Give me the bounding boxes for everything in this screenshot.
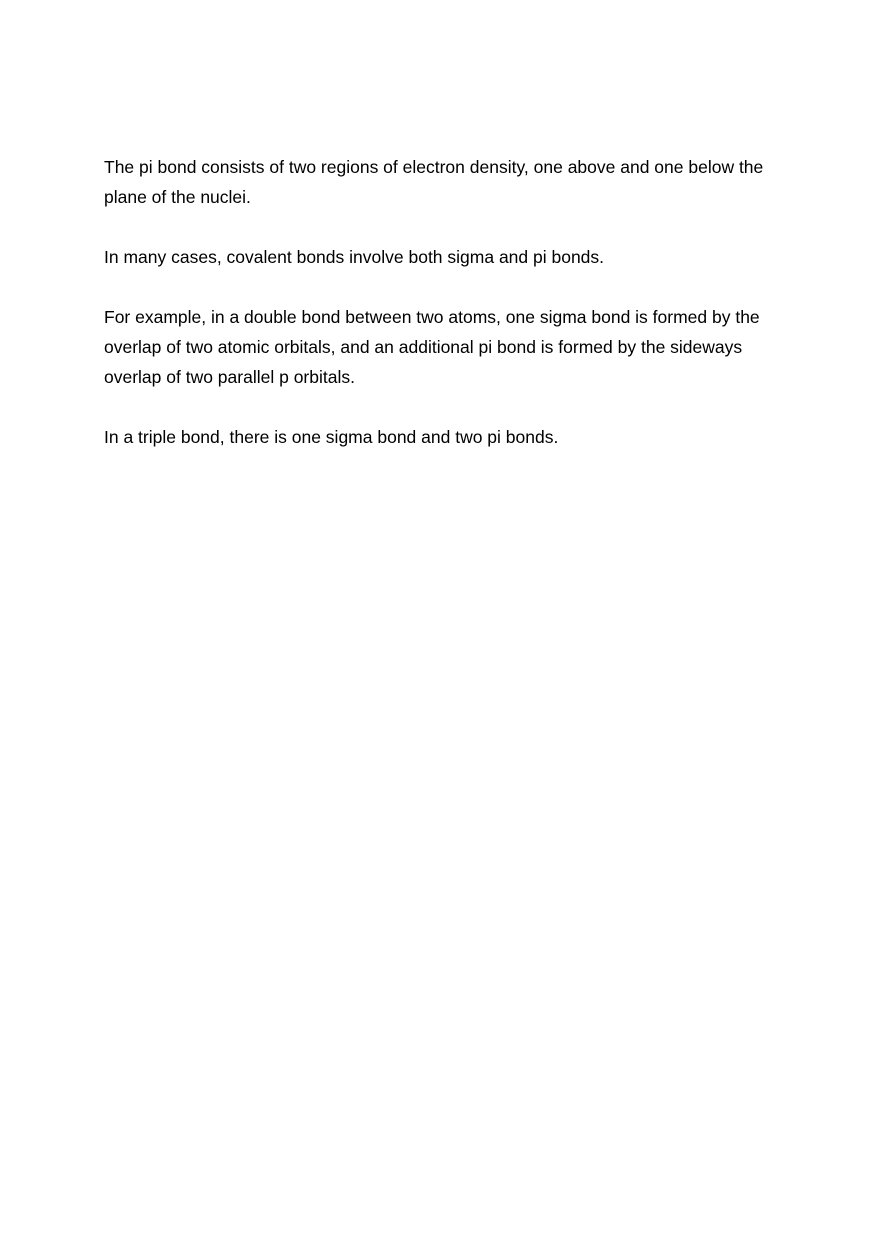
paragraph-double-bond-example: For example, in a double bond between two atoms, one sigma bond is formed by the overlap of two atomic orbitals, and an additional pi bond is formed by the sideways overlap of two parallel p orbitals.	[104, 307, 760, 387]
paragraph-covalent-bonds: In many cases, covalent bonds involve both sigma and pi bonds.	[104, 247, 605, 267]
document-body	[104, 152, 776, 482]
paragraph-pi-bond-definition: The pi bond consists of two regions of electron density, one above and one below the plane of the nuclei.	[104, 157, 764, 207]
paragraph-triple-bond: In a triple bond, there is one sigma bond and two pi bonds.	[104, 427, 559, 447]
